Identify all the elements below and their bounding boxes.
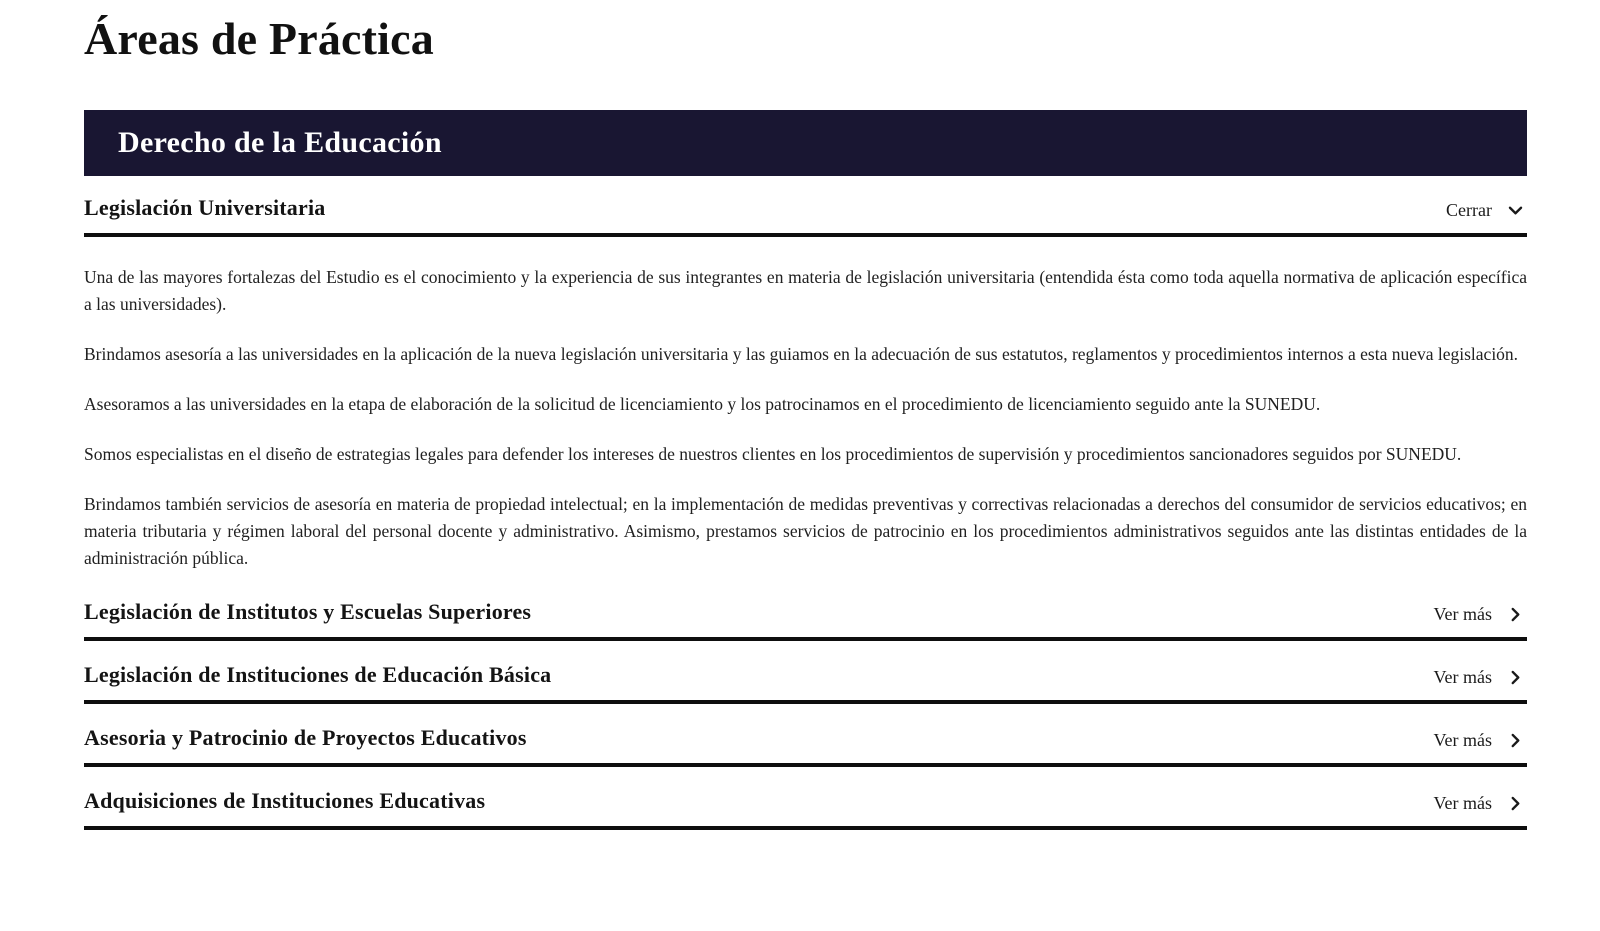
accordion-item-title: Adquisiciones de Instituciones Educativas xyxy=(84,787,486,813)
expand-link-label: Ver más xyxy=(1433,603,1492,624)
accordion-header-instituciones-educacion-basica[interactable] xyxy=(84,641,1527,704)
accordion-item-title: Asesoria y Patrocinio de Proyectos Educativos xyxy=(84,724,527,750)
collapse-toggle[interactable] xyxy=(1446,200,1527,221)
accordion-header-asesoria-patrocinio-proyectos[interactable] xyxy=(84,704,1527,767)
accordion xyxy=(84,176,1527,830)
chevron-right-icon xyxy=(1506,794,1525,813)
expand-link-label: Ver más xyxy=(1433,666,1492,687)
content-container xyxy=(84,0,1527,830)
page-title: Áreas de Práctica xyxy=(84,13,434,64)
expand-link[interactable] xyxy=(1434,667,1527,688)
accordion-header-adquisiciones-instituciones[interactable] xyxy=(84,767,1527,830)
expand-link-label: Ver más xyxy=(1433,792,1492,813)
expand-link[interactable] xyxy=(1434,793,1527,814)
accordion-item-title: Legislación Universitaria xyxy=(84,194,326,220)
paragraph: Brindamos asesoría a las universidades en la aplicación de la nueva legislación universitaria y las guiamos en la adecuación de sus estatutos, reglamentos y procedimientos internos a esta nueva legislación. xyxy=(84,343,1519,364)
section-header-bar xyxy=(84,110,1527,176)
accordion-item-title: Legislación de Instituciones de Educación Básica xyxy=(84,661,552,687)
accordion-header-legislacion-universitaria[interactable] xyxy=(84,176,1527,237)
accordion-header-institutos-escuelas-superiores[interactable] xyxy=(84,578,1527,641)
chevron-right-icon xyxy=(1506,668,1525,687)
section-title: Derecho de la Educación xyxy=(118,125,442,159)
expand-link[interactable] xyxy=(1434,604,1527,625)
expand-link-label: Ver más xyxy=(1433,729,1492,750)
chevron-right-icon xyxy=(1506,605,1525,624)
paragraph: Asesoramos a las universidades en la etapa de elaboración de la solicitud de licenciamiento y los patrocinamos en el procedimiento de licenciamiento seguido ante la SUNEDU. xyxy=(84,393,1321,414)
accordion-item-title: Legislación de Institutos y Escuelas Superiores xyxy=(84,598,532,624)
chevron-down-icon xyxy=(1506,201,1525,220)
accordion-item-legislacion-universitaria xyxy=(84,176,1527,578)
chevron-right-icon xyxy=(1506,731,1525,750)
collapse-toggle-label: Cerrar xyxy=(1446,199,1492,220)
accordion-content xyxy=(84,237,1527,578)
expand-link[interactable] xyxy=(1434,730,1527,751)
paragraph: Somos especialistas en el diseño de estrategias legales para defender los intereses de nuestros clientes en los procedimientos de supervisión y procedimientos sancionadores seguidos por SUNEDU. xyxy=(84,443,1462,464)
paragraph: Brindamos también servicios de asesoría en materia de propiedad intelectual; en la implementación de medidas preventivas y correctivas relacionadas a derechos del consumidor de servicios educativos; en materia tributaria y régimen laboral del personal docente y administrativo. Asimismo, prestamos servicios de patrocinio en los procedimientos administrativos seguidos ante las distintas entidades de la administración pública. xyxy=(84,493,1527,568)
paragraph: Una de las mayores fortalezas del Estudio es el conocimiento y la experiencia de sus integrantes en materia de legislación universitaria (entendida ésta como toda aquella normativa de aplicación específica a las universidades). xyxy=(84,266,1527,314)
